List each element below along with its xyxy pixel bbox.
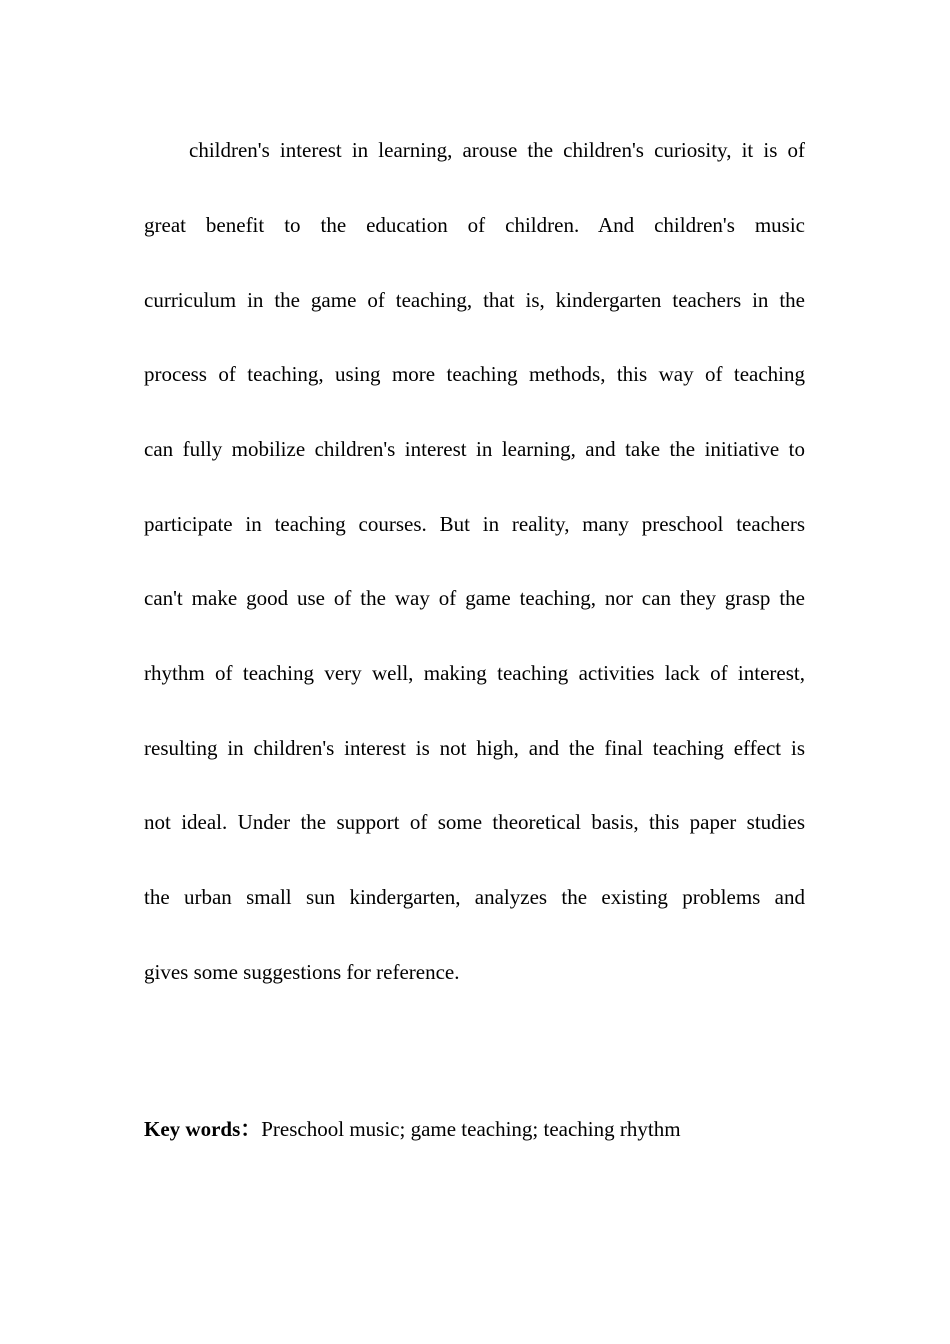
abstract-line: rhythm of teaching very well, making teaching activities lack of interest, [144,661,805,685]
abstract-line: great benefit to the education of children. And children's music [144,213,805,237]
abstract-line: can fully mobilize children's interest in learning, and take the initiative to [144,437,805,461]
abstract-line: gives some suggestions for reference. [144,960,460,984]
keywords-label: Key words： [144,1117,262,1141]
abstract-line: not ideal. Under the support of some theoretical basis, this paper studies [144,810,805,834]
keywords [144,1116,681,1142]
abstract-line: curriculum in the game of teaching, that is, kindergarten teachers in the [144,288,805,312]
keywords-value: Preschool music; game teaching; teaching rhythm [261,1117,681,1141]
abstract-line: process of teaching, using more teaching methods, this way of teaching [144,362,805,386]
abstract-line: children's interest in learning, arouse the children's curiosity, it is of [189,138,805,162]
abstract-line: the urban small sun kindergarten, analyzes the existing problems and [144,885,805,909]
abstract-line: participate in teaching courses. But in reality, many preschool teachers [144,512,805,536]
abstract-line: resulting in children's interest is not high, and the final teaching effect is [144,736,805,760]
abstract-line: can't make good use of the way of game teaching, nor can they grasp the [144,586,805,610]
